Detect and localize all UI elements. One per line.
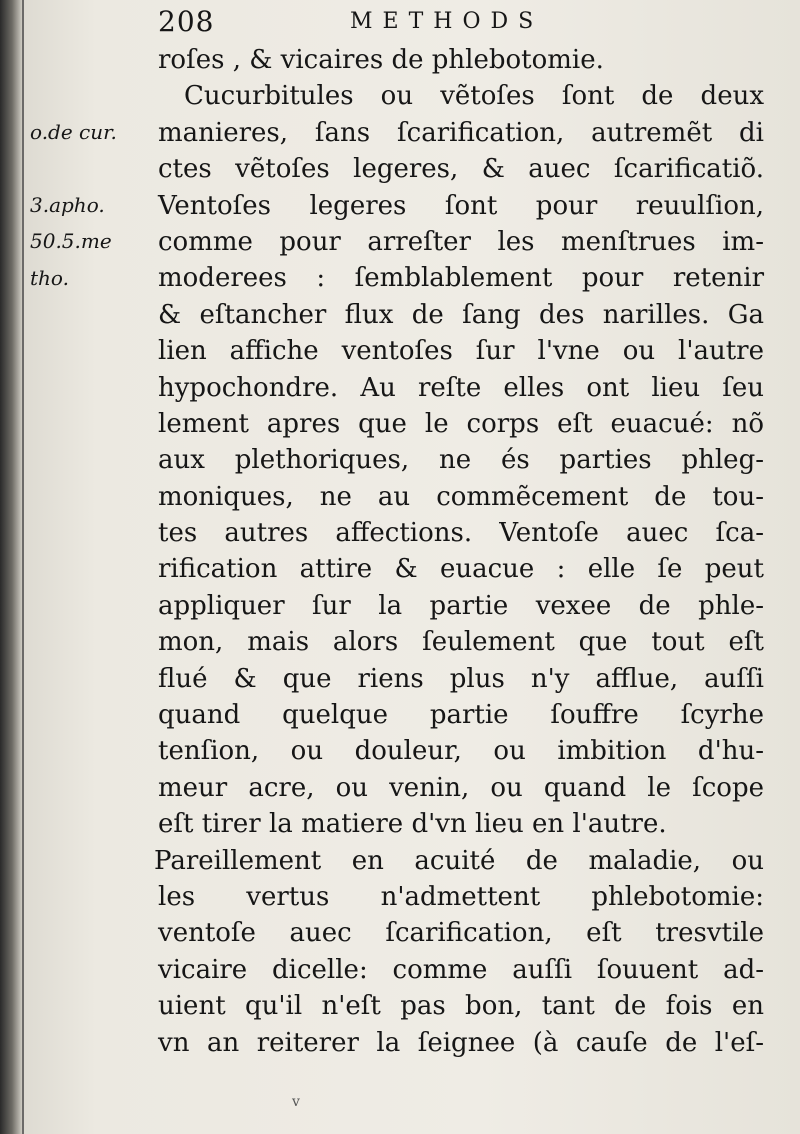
text-line: moniques, ne au commẽcement de tou- <box>158 481 764 512</box>
text-line: moderees : ſemblablement pour retenir <box>158 263 764 294</box>
text-line: hypochondre. Au reſte elles ont lieu ſeu <box>158 372 764 403</box>
text-line: & eſtancher flux de ſang des narilles. Ga <box>158 299 764 330</box>
margin-note: 50.5.me <box>30 229 112 254</box>
text-line: appliquer ſur la partie vexee de phle- <box>158 590 764 621</box>
text-line: uient qu'il n'eſt pas bon, tant de fois en <box>158 991 764 1022</box>
running-head <box>150 2 770 42</box>
gutter-edge-line <box>22 0 24 1134</box>
text-line: vn an reiterer la ſeignee (à cauſe de l'eſ- <box>158 1027 764 1058</box>
text-line: roſes , & vicaires de phlebotomie. <box>158 45 604 75</box>
text-line: quand quelque partie ſouffre ſcyrhe <box>158 700 764 731</box>
text-line: mon, mais alors ſeulement que tout eſt <box>158 627 764 658</box>
text-line: vicaire dicelle: comme auſſi ſouuent ad- <box>158 954 764 985</box>
text-line: Pareillement en acuité de maladie, ou <box>154 845 764 876</box>
text-line: manieres, ſans ſcarification, autremẽt di <box>158 117 764 148</box>
text-line: eſt tirer la matiere d'vn lieu en l'autre. <box>158 809 667 840</box>
margin-note: o.de cur. <box>30 120 117 144</box>
text-line: lement apres que le corps eſt euacué: nõ <box>158 408 764 439</box>
body-text <box>154 42 764 1061</box>
text-line: tes autres affections. Ventoſe auec ſca- <box>158 518 764 549</box>
text-line: flué & que riens plus n'y afflue, auſſi <box>158 663 764 694</box>
text-line: Ventoſes legeres ſont pour reuulſion, <box>158 190 764 221</box>
margin-notes <box>30 114 152 296</box>
running-title: METHODS <box>350 9 544 34</box>
signature-mark: v <box>292 1094 300 1110</box>
text-line: Cucurbitules ou vẽtoſes ſont de deux <box>184 81 764 112</box>
text-line: comme pour arreſter les menſtrues im- <box>158 226 764 257</box>
text-line: les vertus n'admettent phlebotomie: <box>158 881 764 912</box>
margin-note: 3.apho. <box>30 192 105 217</box>
text-line: tenſion, ou douleur, ou imbition d'hu- <box>158 736 764 767</box>
text-line: aux plethoriques, ne és parties phleg- <box>158 445 764 476</box>
text-line: rification attire & euacue : elle ſe peut <box>158 554 764 585</box>
text-line: meur acre, ou venin, ou quand le ſcope <box>158 772 764 803</box>
text-line: lien affiche ventoſes ſur l'vne ou l'autre <box>158 336 764 367</box>
binding-gutter <box>0 0 22 1134</box>
text-line: ventoſe auec ſcarification, eſt tresvtile <box>158 918 764 949</box>
margin-note: tho. <box>30 265 69 290</box>
page-number: 208 <box>158 5 215 38</box>
text-line: ctes vẽtoſes legeres, & auec ſcarificatiõ. <box>158 154 764 185</box>
